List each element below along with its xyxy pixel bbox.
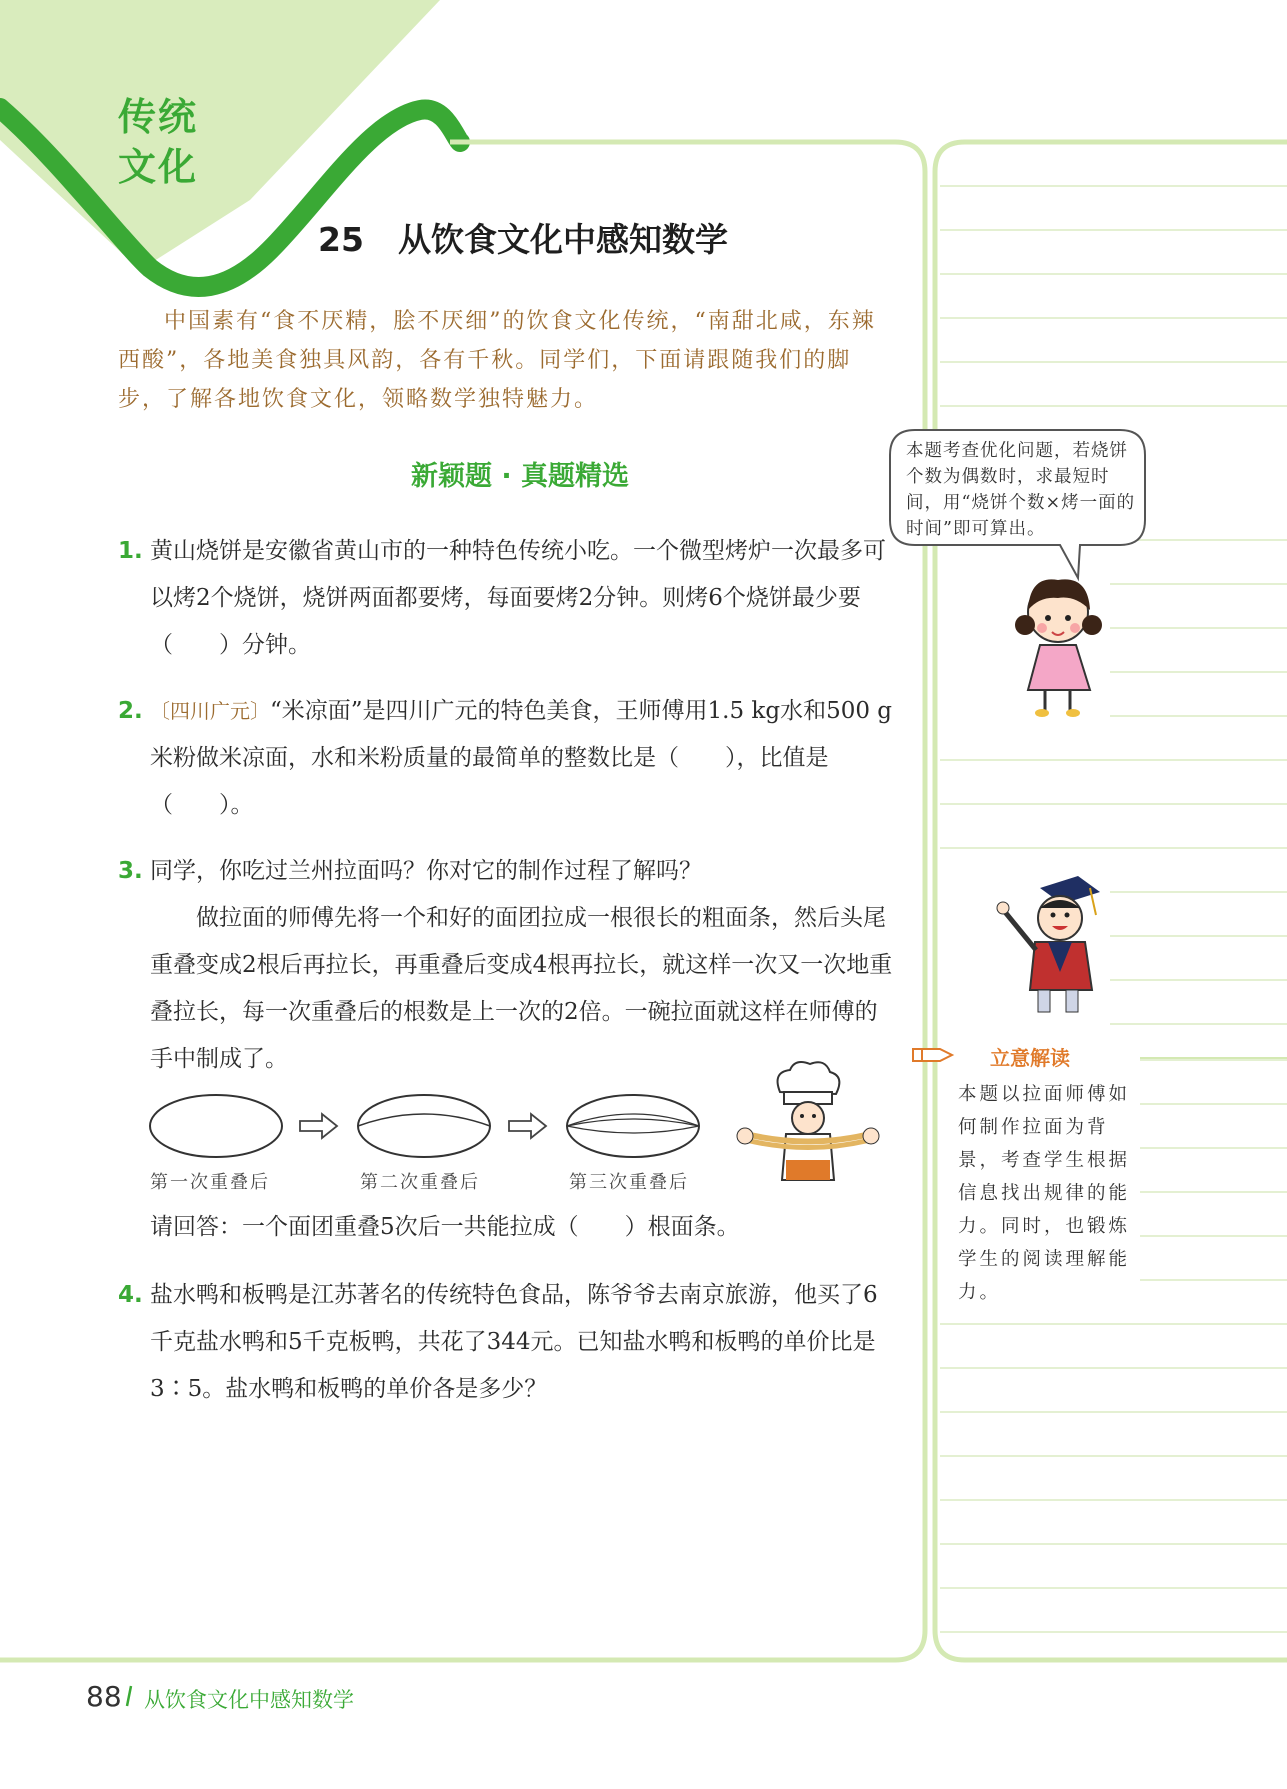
side-frame <box>935 142 1287 1660</box>
pencil-icon <box>913 1049 952 1061</box>
page-number: 88 <box>86 1680 122 1713</box>
question-number: 1. <box>118 538 143 564</box>
tip-title: 立意解读 <box>990 1046 1070 1070</box>
footer-divider <box>127 1686 131 1706</box>
question-source-tag: 〔四川广元〕 <box>150 699 270 723</box>
fold-figure-2 <box>358 1095 490 1157</box>
question-text: 黄山烧饼是安徽省黄山市的一种特色传统小吃。一个微型烤炉一次最多可以烤2个烧饼，烧饼两面都要烤，每面要烤2分钟。则烤6个烧饼最少要（ ）分钟。 <box>150 538 886 658</box>
footer-title: 从饮食文化中感知数学 <box>144 1688 354 1712</box>
fold-figure-3 <box>567 1095 699 1157</box>
question-text: “米凉面”是四川广元的特色美食，王师傅用1.5 kg水和500 g米粉做米凉面，水和米粉质量的最简单的整数比是（ ），比值是（ ）。 <box>150 698 892 818</box>
question-intro: 同学，你吃过兰州拉面吗？你对它的制作过程了解吗？ <box>150 858 702 884</box>
fold-figure-1 <box>150 1095 282 1157</box>
lesson-title <box>318 214 838 261</box>
lesson-title-text: 从饮食文化中感知数学 <box>397 220 728 259</box>
arrow-icon <box>300 1114 337 1138</box>
question-body <box>150 688 900 829</box>
girl-illustration <box>1015 579 1102 717</box>
intro-paragraph: 中国素有“食不厌精，脍不厌细”的饮食文化传统，“南甜北咸，东辣西酸”，各地美食独具风韵，各有千秋。同学们，下面请跟随我们的脚步，了解各地饮食文化，领略数学独特魅力。 <box>118 309 876 412</box>
section-badge <box>118 92 228 192</box>
subsection-title: 新颖题 · 真题精选 <box>410 461 630 492</box>
question-3 <box>118 848 900 1083</box>
badge-line-2: 文化 <box>118 145 199 189</box>
arrow-icon <box>509 1114 546 1138</box>
badge-line-1: 传统 <box>118 95 199 139</box>
question-2 <box>118 688 900 829</box>
ruled-lines <box>940 186 1287 1632</box>
question-4 <box>118 1272 900 1413</box>
question-ask: 请回答：一个面团重叠5次后一共能拉成（ ）根面条。 <box>150 1214 740 1240</box>
question-number: 3. <box>118 858 143 884</box>
graduate-illustration <box>997 876 1100 1012</box>
figure-caption-2: 第二次重叠后 <box>360 1172 480 1193</box>
question-number: 2. <box>118 698 143 724</box>
question-1 <box>118 528 900 669</box>
question-number: 4. <box>118 1282 143 1308</box>
speech-bubble-text: 本题考查优化问题，若烧饼个数为偶数时，求最短时间，用“烧饼个数×烤一面的时间”即可算出。 <box>906 441 1136 539</box>
figure-caption-1: 第一次重叠后 <box>150 1172 270 1193</box>
question-paragraph: 做拉面的师傅先将一个和好的面团拉成一根很长的粗面条，然后头尾重叠变成2根后再拉长，再重叠后变成4根再拉长，就这样一次又一次地重叠拉长，每一次重叠后的根数是上一次的2倍。一碗拉面就这样在师傅的手中制成了。 <box>150 905 893 1072</box>
figure-caption-3: 第三次重叠后 <box>569 1172 689 1193</box>
question-3-ask <box>118 1204 900 1251</box>
tip-body: 本题以拉面师傅如何制作拉面为背景，考查学生根据信息找出规律的能力。同时，也锻炼学生的阅读理解能力。 <box>958 1084 1131 1303</box>
lesson-number: 25 <box>318 220 364 259</box>
question-text: 盐水鸭和板鸭是江苏著名的传统特色食品，陈爷爷去南京旅游，他买了6千克盐水鸭和5千克板鸭，共花了344元。已知盐水鸭和板鸭的单价比是3∶5。盐水鸭和板鸭的单价各是多少？ <box>150 1282 878 1402</box>
